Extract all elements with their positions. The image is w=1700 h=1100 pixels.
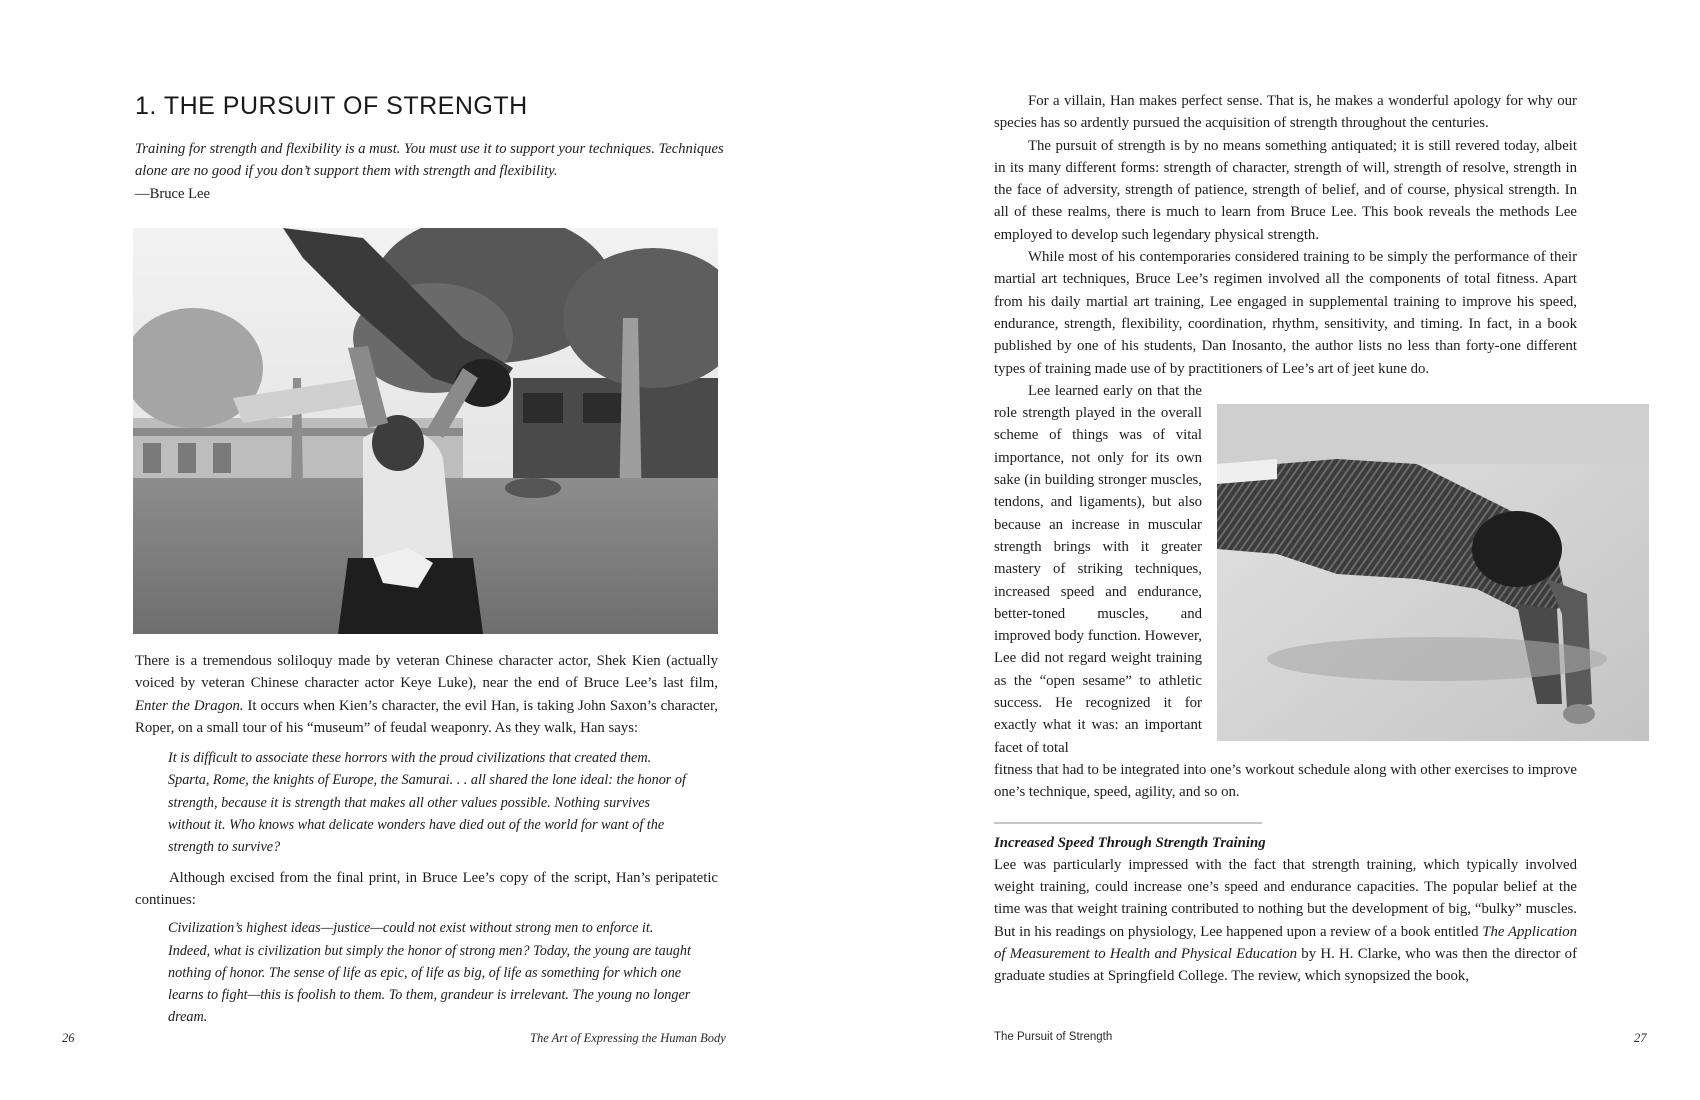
chapter-title: 1. THE PURSUIT OF STRENGTH	[135, 92, 528, 120]
left-paragraph-1	[135, 650, 718, 739]
running-footer-left: The Art of Expressing the Human Body	[530, 1031, 726, 1045]
page-number-left: 26	[62, 1031, 75, 1045]
epigraph-attribution: —Bruce Lee	[135, 185, 210, 202]
photo-one-arm-pushup	[1217, 404, 1649, 741]
right-paragraph-3: While most of his contemporaries considered training to be simply the performance of their martial art techniques, Bruce Lee’s regimen involved all the components of total fitness. Apart from his daily martial art training, Lee engaged in supplemental training to improve his speed, endurance, strength, flexibility, coordination, rhythm, sensitivity, and timing. In fact, in a book published by one of his students, Dan Inosanto, the author lists no less than forty-one different types of training made use of by practitioners of Lee’s art of jeet kune do.	[994, 249, 1577, 377]
right-paragraph-5	[994, 854, 1577, 988]
right-paragraph-4-continued: fitness that had to be integrated into one’s workout schedule along with other exercises to improve one’s technique, speed, agility, and so on.	[994, 761, 1577, 801]
block-quote-2: Civilization’s highest ideas—justice—could not exist without strong men to enforce it. Indeed, what is civilization but simply the honor of strong men? Today, the young are taught nothing of honor. The sense of life as epic, of life as big, of life as something for which one learns to fight—this is foolish to them. To them, grandeur is irrelevant. The young no longer dream.	[168, 920, 691, 1026]
block-quote-1: It is difficult to associate these horrors with the proud civilizations that created them. Sparta, Rome, the knights of Europe, the Samurai. . . all shared the lone ideal: the honor of strength, because it is strength that makes all other values possible. Nothing survives without it. Who knows what delicate wonders have died out of the world for want of the strength to survive?	[168, 750, 686, 856]
section-heading: Increased Speed Through Strength Training	[994, 834, 1266, 851]
left-paragraph-2: Although excised from the final print, in Bruce Lee’s copy of the script, Han’s peripatetic continues:	[135, 869, 718, 908]
page-number-right: 27	[1634, 1031, 1647, 1045]
left-paragraph-1-text-a: There is a tremendous soliloquy made by veteran Chinese character actor, Shek Kien (actually voiced by veteran Chinese character actor Keye Luke), near the end of Bruce Lee’s last film,	[135, 653, 718, 692]
right-paragraph-5-text-a: Lee was particularly impressed with the fact that strength training, which typically involved weight training, could increase one’s speed and endurance capacities. The popular belief at the time was that weight training contributed to nothing but the development of big, “bulky” muscles. But in his readings on physiology, Lee happened upon a review of a book entitled	[994, 856, 1577, 940]
right-paragraph-1: For a villain, Han makes perfect sense. That is, he makes a wonderful apology for why our species has so ardently pursued the acquisition of strength throughout the centuries.	[994, 93, 1577, 132]
epigraph-text: Training for strength and flexibility is a must. You must use it to support your techniques. Techniques alone are no good if you don’t support them with strength and flexibility.	[135, 141, 724, 180]
film-title: Enter the Dragon.	[135, 697, 244, 714]
right-paragraph-5-text-b: by H. H. Clarke, who was then the director of graduate studies at Springfield College. The review, which synopsized the book,	[994, 945, 1577, 985]
epigraph	[135, 138, 725, 205]
right-paragraph-2: The pursuit of strength is by no means something antiquated; it is still revered today, albeit in its many different forms: strength of character, strength of will, strength of resolve, strength in the face of adversity, strength of patience, strength of belief, and of course, physical strength. In all of these realms, there is much to learn from Bruce Lee. This book reveals the methods Lee employed to develop such legendary physical strength.	[994, 137, 1577, 243]
book-title: The Application of Measurement to Health and Physical Education	[994, 923, 1578, 962]
photo-image-right	[1217, 404, 1649, 741]
right-paragraph-4-wrapped: Lee learned early on that the role strength played in the overall scheme of things was of vital importance, not only for its own sake (in building stronger muscles, tendons, and ligaments), but also because an increase in muscular strength brings with it greater mastery of striking techniques, increased speed and endurance, better-toned muscles, and improved body function. However, Lee did not regard weight training as the “open sesame” to athletic success. He recognized it for exactly what it was: an important facet of total	[994, 382, 1202, 756]
left-body-text	[135, 650, 718, 1037]
running-footer-right: The Pursuit of Strength	[994, 1031, 1113, 1043]
left-paragraph-1-text-b: It occurs when Kien’s character, the evil Han, is taking John Saxon’s character, Roper, on a small tour of his “museum” of feudal weaponry. As they walk, Han says:	[135, 697, 718, 736]
section-divider	[994, 822, 1262, 824]
photo-image	[133, 228, 718, 634]
photo-bruce-lee-lifting-opponent	[133, 228, 718, 634]
